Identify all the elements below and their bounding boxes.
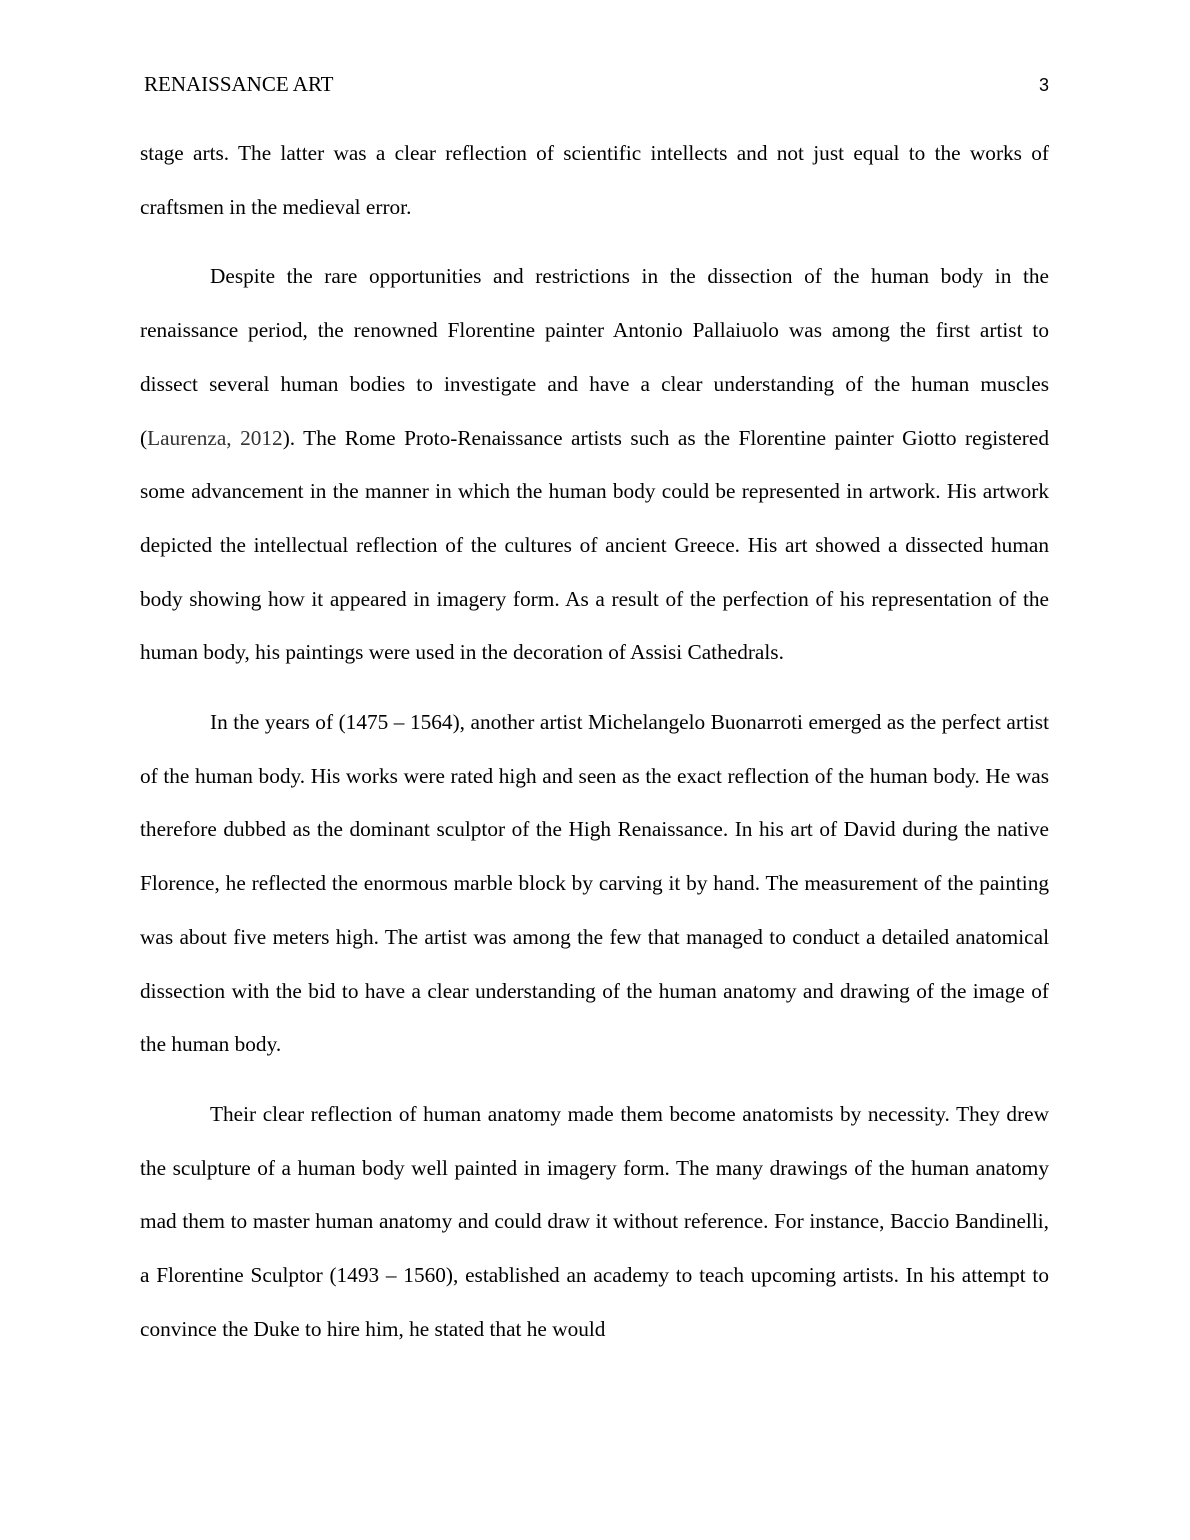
paragraph-pallaiuolo [140, 250, 1049, 680]
paragraph-michelangelo: In the years of (1475 – 1564), another artist Michelangelo Buonarroti emerged as the perfect artist of the human body. His works were rated high and seen as the exact reflection of the human body. He was therefore dubbed as the dominant sculptor of the High Renaissance. In his art of David during the native Florence, he reflected the enormous marble block by carving it by hand. The measurement of the painting was about five meters high. The artist was among the few that managed to conduct a detailed anatomical dissection with the bid to have a clear understanding of the human anatomy and drawing of the image of the human body. [140, 710, 1049, 1057]
paragraph-anatomists: Their clear reflection of human anatomy made them become anatomists by necessity. They drew the sculpture of a human body well painted in imagery form. The many drawings of the human anatomy mad them to master human anatomy and could draw it without reference. For instance, Baccio Bandinelli, a Florentine Sculptor (1493 – 1560), established an academy to teach upcoming artists. In his attempt to convince the Duke to hire him, he stated that he would [140, 1101, 1049, 1341]
citation: Laurenza, 2012 [147, 425, 283, 450]
page-number: 3 [1038, 75, 1049, 95]
paragraph-text: ). The Rome Proto-Renaissance artists such as the Florentine painter Giotto registered some advancement in the manner in which the human body could be represented in artwork. His artwork depicted the intellectual reflection of the cultures of ancient Greece. His art showed a dissected human body showing how it appeared in imagery form. As a result of the perfection of his representation of the human body, his paintings were used in the decoration of Assisi Cathedrals. [140, 425, 1049, 665]
paragraph-text: Despite the rare opportunities and restrictions in the dissection of the human body in the renaissance period, the renowned Florentine painter Antonio Pallaiuolo was among the first artist to dissect several human bodies to investigate and have a clear understanding of the human muscles ( [140, 264, 1049, 450]
running-head: RENAISSANCE ART [144, 72, 334, 96]
paragraph-continuation: stage arts. The latter was a clear reflection of scientific intellects and not just equal to the works of craftsmen in the medieval error. [140, 141, 1049, 219]
document-body [140, 127, 1049, 1372]
